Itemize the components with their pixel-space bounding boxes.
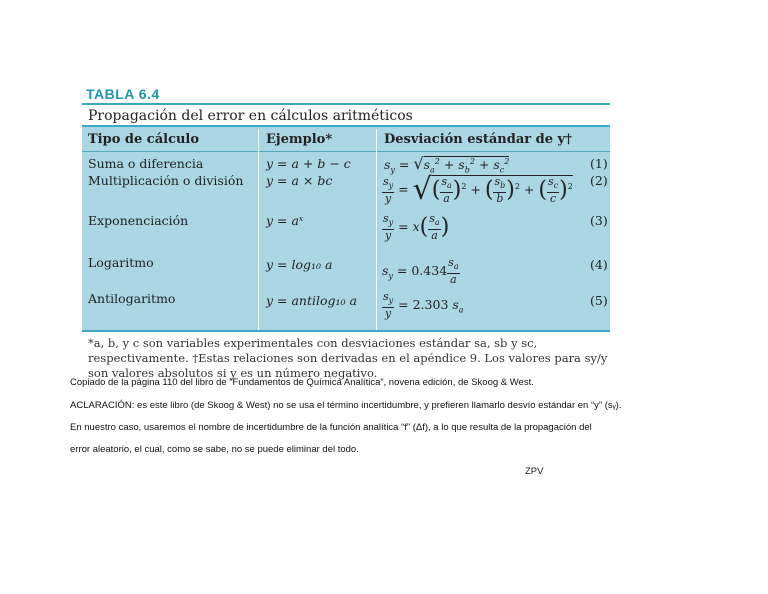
table-caption: Propagación del error en cálculos aritméticos: [82, 105, 610, 127]
row-2-ejemplo: y = a × bc: [266, 173, 333, 188]
header-tipo: Tipo de cálculo: [88, 132, 200, 147]
row-5-formula: $\frac{s_y}{y}$ = 2.303 $s_a$: [383, 290, 464, 321]
row-4-formula: $s_y = 0.434$ $\frac{s_a}{a}$: [382, 256, 459, 287]
row-2-number: (2): [590, 173, 608, 188]
note-line-2: ACLARACIÓN: es este libro (de Skoog & West) no se usa el término incertidumbre, y prefieren llamarlo desvío estándar en “y” (sᵧ).: [70, 400, 622, 411]
column-divider: [376, 129, 377, 330]
table-header-row: [82, 129, 610, 152]
note-line-1: Copiado de la página 110 del libro de “Fundamentos de Química Analítica”, novena edición, de Skoog & West.: [70, 377, 534, 388]
column-divider: [258, 129, 259, 330]
row-3-formula: $\frac{s_y}{y}$ = x( $\frac{s_a}{a}$ ): [383, 212, 450, 243]
row-4-ejemplo: y = log₁₀ a: [266, 257, 333, 272]
error-propagation-table: [82, 103, 610, 332]
row-5-tipo: Antilogaritmo: [88, 291, 176, 306]
row-5-ejemplo: y = antilog₁₀ a: [266, 293, 357, 308]
row-1-formula: $s_y = √s_a^2 + s_b^2 + s_c^2$: [384, 154, 510, 175]
row-1-number: (1): [590, 156, 608, 171]
row-4-tipo: Logaritmo: [88, 255, 154, 270]
table-footnote: *a, b, y c son variables experimentales con desviaciones estándar sa, sb y sc, respectivamente. †Estas relaciones son derivadas en el apéndice 9. Los valores para sy/y son valores absolutos si y es un número negativo.: [88, 336, 608, 380]
note-line-3: En nuestro caso, usaremos el nombre de incertidumbre de la función analítica “f” (Δf), a lo que resulta de la propagación del: [70, 422, 592, 433]
row-3-tipo: Exponenciación: [88, 213, 189, 228]
table-label: TABLA 6.4: [86, 86, 160, 102]
row-3-number: (3): [590, 213, 608, 228]
row-3-ejemplo: y = aˣ: [266, 213, 304, 228]
signature: ZPV: [525, 466, 544, 477]
row-1-tipo: Suma o diferencia: [88, 156, 204, 171]
row-2-formula: $\frac{s_y}{y}$ = √( $\frac{s_a}{a}$ )$^2$ + ( $\frac{s_b}{b}$ )$^2$ + ( $\frac{s_c}{c}$ )$^2$: [383, 172, 573, 208]
header-ejemplo: Ejemplo*: [266, 132, 333, 147]
row-4-number: (4): [590, 257, 608, 272]
row-2-tipo: Multiplicación o división: [88, 173, 244, 188]
header-desviacion: Desviación estándar de y†: [384, 132, 572, 147]
row-1-ejemplo: y = a + b − c: [266, 156, 351, 171]
note-line-4: error aleatorio, el cual, como se sabe, no se puede eliminar del todo.: [70, 444, 359, 455]
row-5-number: (5): [590, 293, 608, 308]
